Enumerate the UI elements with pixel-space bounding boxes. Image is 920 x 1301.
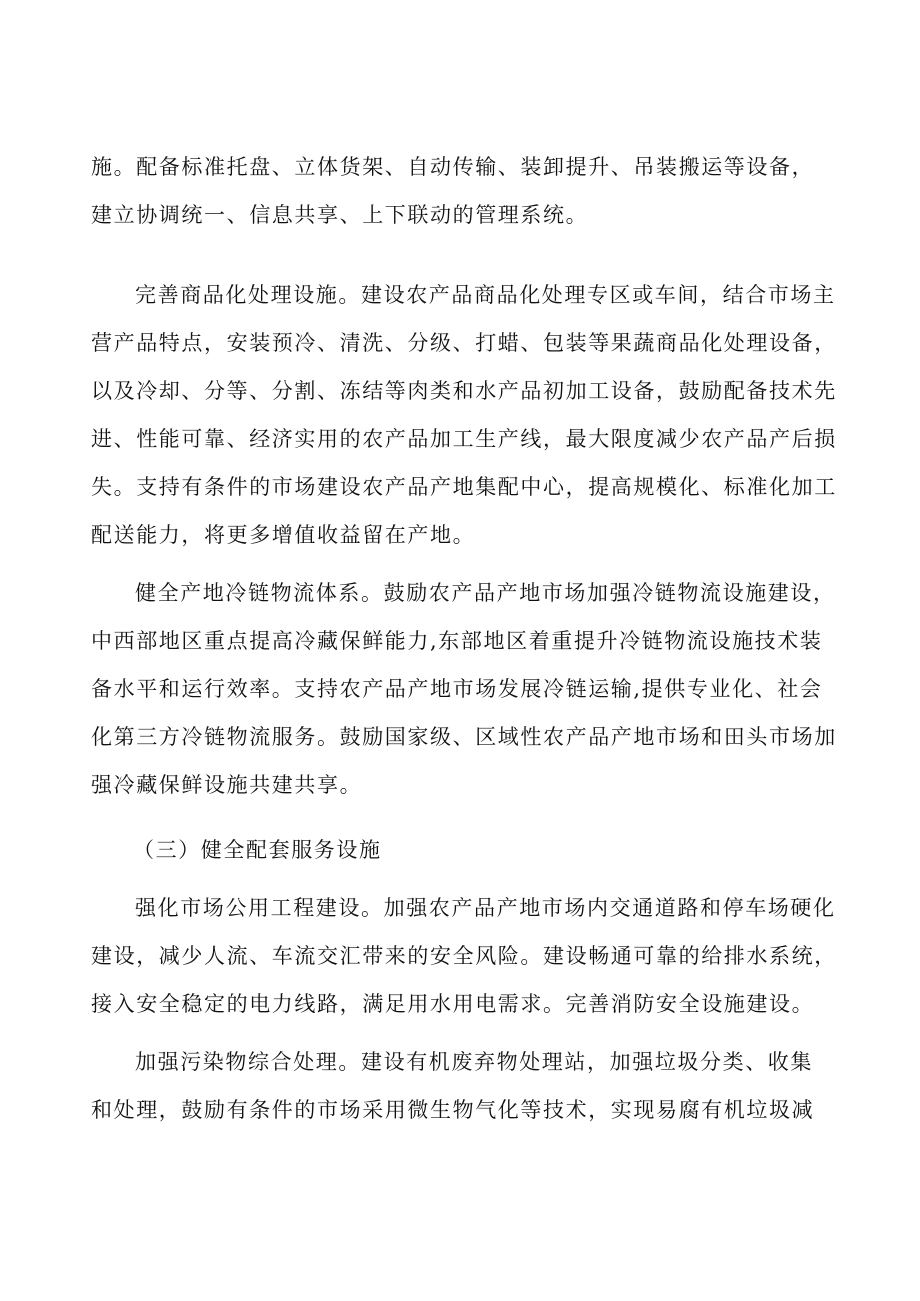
text-line: 配送能力，将更多增值收益留在产地。 [91, 523, 476, 547]
paragraph-first-line: 健全产地冷链物流体系。鼓励农产品产地市场加强冷链物流设施建设， [135, 581, 836, 605]
text-line: 建立协调统一、信息共享、上下联动的管理系统。 [91, 203, 589, 227]
text-line: 施。配备标准托盘、立体货架、自动传输、装卸提升、吊装搬运等设备， [91, 155, 815, 179]
text-line: 备水平和运行效率。支持农产品产地市场发展冷链运输,提供专业化、社会 [91, 677, 823, 701]
text-line: 化第三方冷链物流服务。鼓励国家级、区域性农产品产地市场和田头市场加 [91, 725, 837, 749]
text-line: 进、性能可靠、经济实用的农产品加工生产线，最大限度减少农产品产后损 [91, 427, 837, 451]
text-line: 中西部地区重点提高冷藏保鲜能力,东部地区着重提升冷链物流设施技术装 [91, 629, 823, 653]
paragraph-first-line: 强化市场公用工程建设。加强农产品产地市场内交通道路和停车场硬化 [135, 896, 836, 920]
text-line: 失。支持有条件的市场建设农产品产地集配中心，提高规模化、标准化加工 [91, 475, 837, 499]
paragraph-first-line: 完善商品化处理设施。建设农产品商品化处理专区或车间，结合市场主 [135, 283, 836, 307]
text-line: 和处理，鼓励有条件的市场采用微生物气化等技术，实现易腐有机垃圾减 [91, 1098, 815, 1122]
text-line: 强冷藏保鲜设施共建共享。 [91, 773, 363, 797]
text-line: 以及冷却、分等、分割、冻结等肉类和水产品初加工设备，鼓励配备技术先 [91, 379, 837, 403]
text-line: 建设，减少人流、车流交汇带来的安全风险。建设畅通可靠的给排水系统， [91, 944, 837, 968]
paragraph-first-line: 加强污染物综合处理。建设有机废弃物处理站，加强垃圾分类、收集 [135, 1050, 813, 1074]
text-line: 接入安全稳定的电力线路，满足用水用电需求。完善消防安全设施建设。 [91, 992, 815, 1016]
section-heading: （三）健全配套服务设施 [133, 838, 382, 862]
text-line: 营产品特点，安装预冷、清洗、分级、打蜡、包装等果蔬商品化处理设备， [91, 331, 837, 355]
